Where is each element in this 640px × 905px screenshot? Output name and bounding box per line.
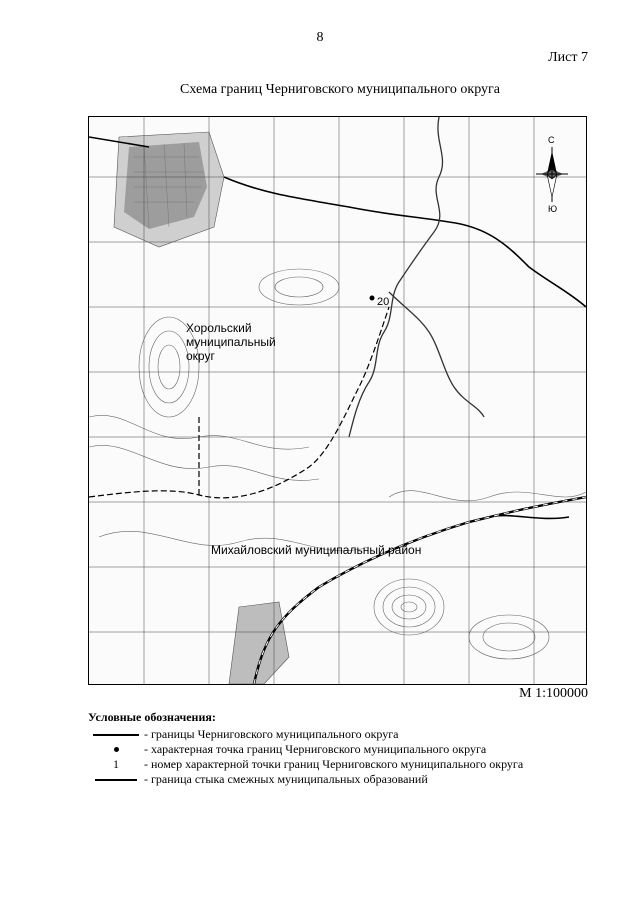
legend-item-point: - характерная точка границ Черниговского муниципального округа — [88, 742, 588, 757]
map-canvas — [89, 117, 586, 684]
topographic-map — [88, 116, 587, 685]
boundary-point-number: 20 — [377, 296, 390, 308]
legend-item-junction-boundary: - граница стыка смежных муниципальных образований — [88, 772, 588, 787]
page-number: 8 — [316, 30, 324, 45]
neighbor-district-label-1: Хорольский муниципальный округ — [186, 321, 276, 363]
neighbor-district-label-2: Михайловский муниципальный район — [211, 543, 422, 557]
legend-item-point-number: 1 - номер характерной точки границ Черниговского муниципального округа — [113, 757, 524, 771]
sheet-label: Лист 7 — [548, 50, 588, 65]
svg-text:С: С — [548, 135, 555, 145]
map-scale: М 1:100000 — [519, 686, 588, 701]
legend-title: Условные обозначения: — [88, 710, 216, 724]
legend — [88, 710, 588, 787]
junction-line-symbol — [95, 779, 137, 781]
point-number-symbol: 1 — [113, 757, 119, 771]
boundary-point — [370, 296, 375, 301]
point-symbol — [114, 747, 119, 752]
svg-text:Ю: Ю — [548, 204, 558, 214]
legend-item-boundary: - границы Черниговского муниципального округа — [88, 727, 588, 742]
boundary-line-symbol — [93, 734, 139, 736]
map-title: Схема границ Черниговского муниципального округа — [179, 82, 501, 97]
